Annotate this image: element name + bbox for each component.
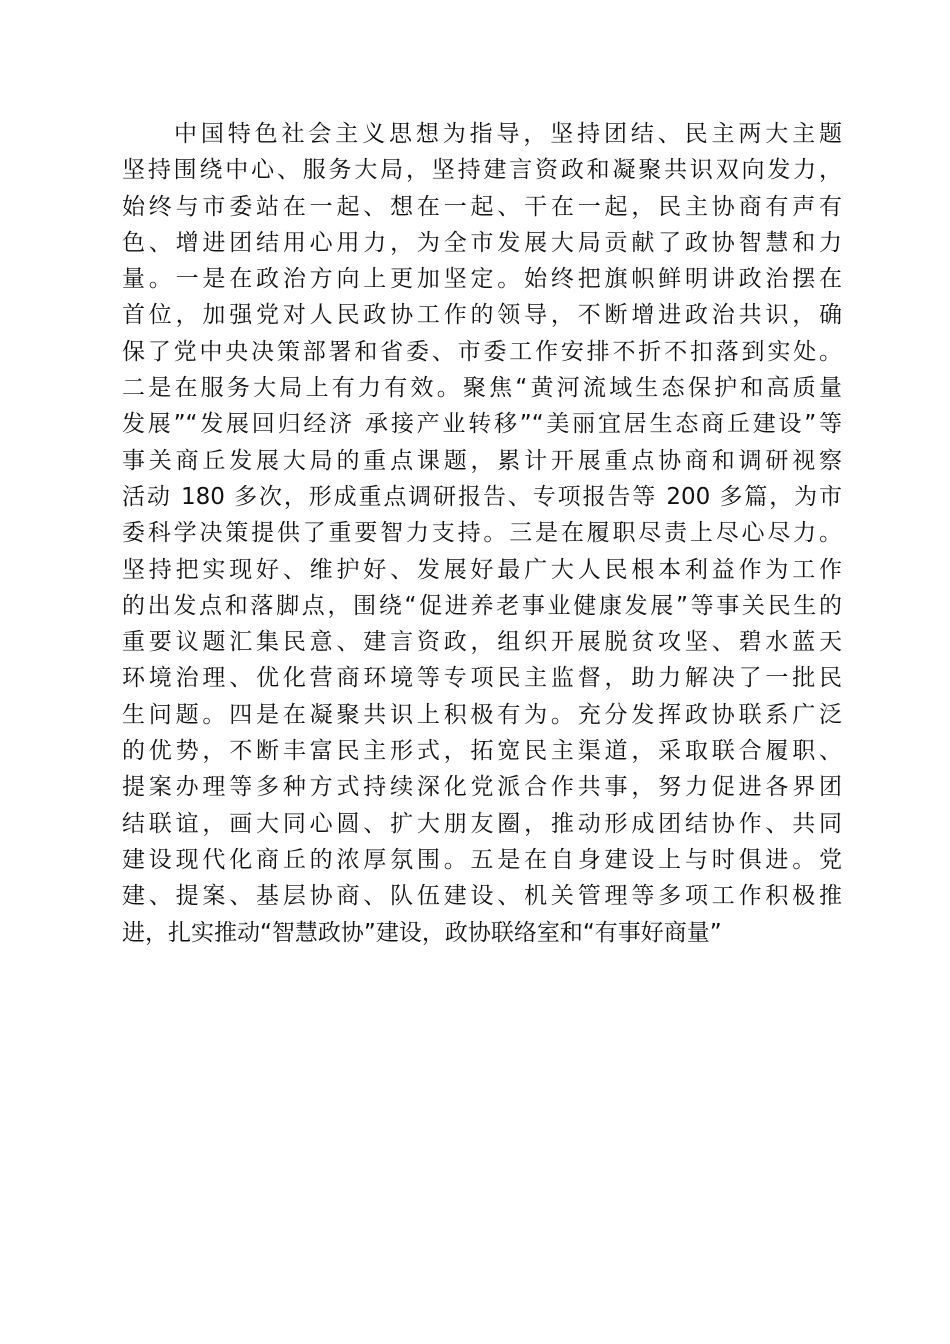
text-line: 发展”“发展回归经济 承接产业转移”“美丽宜居生态商丘建设”等: [122, 411, 842, 438]
text-line: 建设现代化商丘的浓厚氛围。五是在自身建设上与时俱进。党: [122, 846, 842, 873]
text-line: 结联谊，画大同心圆、扩大朋友圈，推动形成团结协作、共同: [122, 810, 842, 837]
text-line: 坚持围绕中心、服务大局，坚持建言资政和凝聚共识双向发力，: [122, 157, 842, 184]
text-line: 保了党中央决策部署和省委、市委工作安排不折不扣落到实处。: [122, 338, 842, 365]
text-line: 中国特色社会主义思想为指导，坚持团结、民主两大主题: [174, 121, 842, 147]
text-line: 建、提案、基层协商、队伍建设、机关管理等多项工作积极推: [122, 883, 842, 910]
text-line: 始终与市委站在一起、想在一起、干在一起，民主协商有声有: [122, 193, 842, 220]
text-line: 生问题。四是在凝聚共识上积极有为。充分发挥政协联系广泛: [122, 701, 842, 728]
text-line: 的出发点和落脚点，围绕“促进养老事业健康发展”等事关民生的: [122, 592, 842, 619]
body-paragraph: [122, 116, 842, 951]
text-line: 进，扎实推动“智慧政协”建设，政协联络室和“有事好商量”: [122, 919, 722, 946]
text-line: 提案办理等多种方式持续深化党派合作共事，努力促进各界团: [122, 774, 842, 801]
text-line: 坚持把实现好、维护好、发展好最广大人民根本利益作为工作: [122, 556, 842, 583]
text-line: 重要议题汇集民意、建言资政，组织开展脱贫攻坚、碧水蓝天: [122, 629, 842, 656]
text-line: 活动 180 多次，形成重点调研报告、专项报告等 200 多篇，为市: [122, 483, 842, 510]
text-line: 色、增进团结用心用力，为全市发展大局贡献了政协智慧和力: [122, 229, 842, 256]
text-line: 事关商丘发展大局的重点课题，累计开展重点协商和调研视察: [122, 447, 842, 474]
text-line: 委科学决策提供了重要智力支持。三是在履职尽责上尽心尽力。: [122, 520, 842, 547]
text-line: 环境治理、优化营商环境等专项民主监督，助力解决了一批民: [122, 665, 842, 692]
text-line: 量。一是在政治方向上更加坚定。始终把旗帜鲜明讲政治摆在: [122, 266, 842, 293]
text-line: 的优势，不断丰富民主形式，拓宽民主渠道，采取联合履职、: [122, 738, 842, 765]
text-line: 二是在服务大局上有力有效。聚焦“黄河流域生态保护和高质量: [122, 375, 842, 402]
text-line: 首位，加强党对人民政协工作的领导，不断增进政治共识，确: [122, 302, 842, 329]
